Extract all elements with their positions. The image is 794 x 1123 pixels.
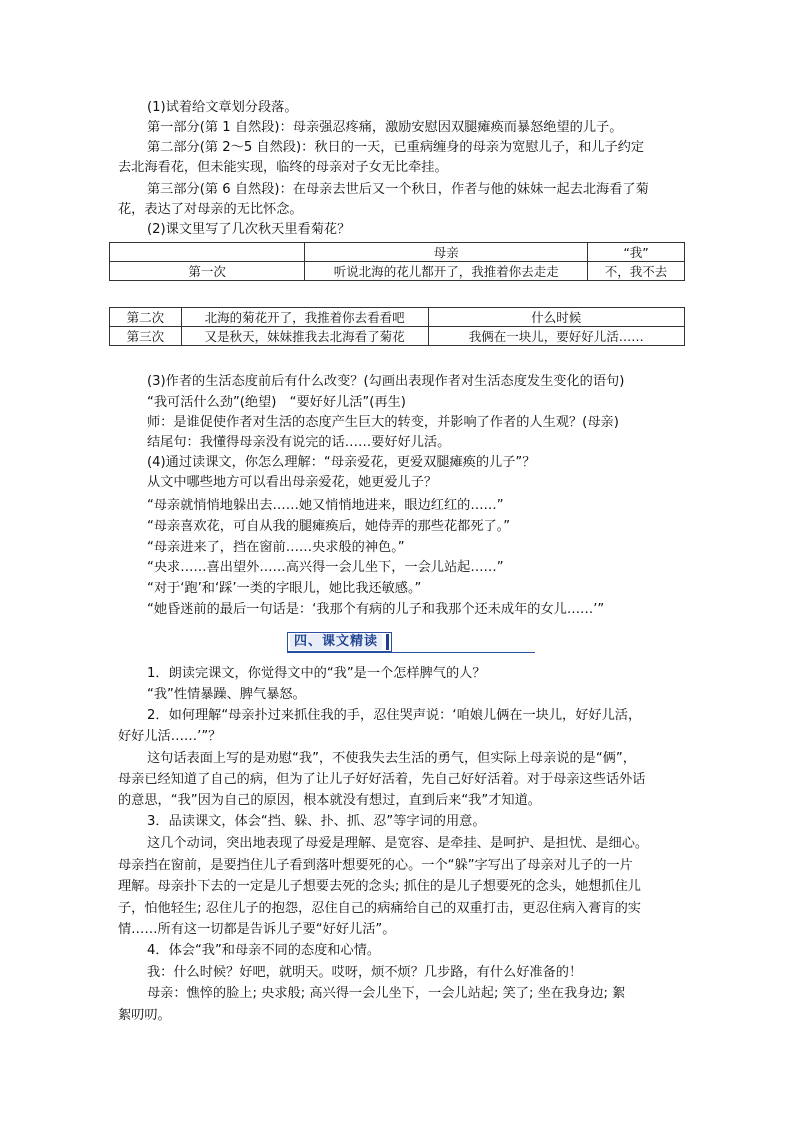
question-item-3: 3．品读课文，体会“挡、躲、扑、抓、忍”等字词的用意。 (147, 814, 486, 829)
table-header: “我” (588, 243, 685, 262)
question-item-4: 4．体会“我”和母亲不同的态度和心情。 (147, 943, 381, 958)
table-cell: 北海的菊花开了，我推着你去看看吧 (181, 308, 428, 327)
paragraph: 第三部分(第 6 自然段)：在母亲去世后又一个秋日，作者与他的妹妹一起去北海看了菊 (147, 182, 649, 197)
paragraph: 去北海看花，但未能实现，临终的母亲对子女无比牵挂。 (118, 160, 448, 175)
heading-bar (386, 634, 389, 650)
heading-underline (287, 652, 535, 653)
answer: 絮叨叨。 (118, 1008, 171, 1023)
answer: 母亲挡在窗前，是要挡住儿子看到落叶想要死的心。一个“躲”字写出了母亲对儿子的一片 (118, 858, 633, 873)
section-heading-text: 四、课文精读 (290, 634, 382, 650)
chrysanthemum-table-1 (109, 242, 685, 281)
question-2: (2)课文里写了几次秋天里看菊花？ (147, 222, 351, 237)
quote: “母亲进来了，挡在窗前……央求般的神色。” (147, 540, 405, 555)
question-item-2: 2．如何理解“母亲扑过来抓住我的手，忍住哭声说：‘咱娘儿俩在一块儿，好好儿活， (147, 708, 642, 723)
answer: 我：什么时候？好吧，就明天。哎呀，烦不烦？几步路，有什么好准备的！ (147, 965, 583, 980)
quote: “央求……喜出望外……高兴得一会儿坐下，一会儿站起……” (147, 560, 504, 575)
table-cell: 听说北海的花儿都开了，我推着你去走走 (305, 262, 588, 281)
answer: 情……所有这一切都是告诉儿子要“好好儿活”。 (118, 922, 396, 937)
answer: 这句话表面上写的是劝慰“我”，不使我失去生活的勇气，但实际上母亲说的是“俩”， (147, 751, 636, 766)
answer: 子，怕他轻生; 忍住儿子的抱怨，忍住自己的病痛给自己的双重打击，更忍住病入膏肓的实 (118, 901, 641, 916)
table-cell: 第二次 (110, 308, 182, 327)
answer: “我”性情暴躁、脾气暴怒。 (147, 687, 306, 702)
answer: 理解。母亲扑下去的一定是儿子想要去死的念头; 抓住的是儿子想要死的念头，她想抓住儿 (118, 879, 641, 894)
quote: “母亲喜欢花，可自从我的腿瘫痪后，她侍弄的那些花都死了。” (147, 519, 511, 534)
answer: 母亲：憔悴的脸上; 央求般; 高兴得一会儿坐下，一会儿站起; 笑了; 坐在我身边; 絮 (147, 986, 626, 1001)
paragraph: 第一部分(第 1 自然段)：母亲强忍疼痛，激励安慰因双腿瘫痪而暴怒绝望的儿子。 (147, 120, 623, 135)
question-item-2-cont: 好好儿活……’”？ (118, 729, 222, 744)
paragraph: 师：是谁促使作者对生活的态度产生巨大的转变，并影响了作者的人生观？(母亲) (147, 415, 619, 430)
table-header: 母亲 (305, 243, 588, 262)
section-heading (287, 632, 392, 652)
chrysanthemum-table-2 (109, 307, 685, 346)
paragraph: 从文中哪些地方可以看出母亲爱花，她更爱儿子？ (147, 475, 438, 490)
table-cell (110, 243, 305, 262)
paragraph: 第二部分(第 2～5 自然段)：秋日的一天，已重病缠身的母亲为宽慰儿子，和儿子约定 (147, 140, 645, 155)
answer: 的意思，“我”因为自己的原因，根本就没有想过，直到后来“我”才知道。 (118, 793, 541, 808)
paragraph: 结尾句：我懂得母亲没有说完的话……要好好儿活。 (147, 435, 451, 450)
question-1: (1)试着给文章划分段落。 (147, 100, 298, 115)
quote: “她昏迷前的最后一句话是：‘我那个有病的儿子和我那个还未成年的女儿……’” (147, 602, 605, 617)
table-cell: 第一次 (110, 262, 305, 281)
answer: 母亲已经知道了自己的病，但为了让儿子好好活着，先自己好好活着。对于母亲这些话外话 (118, 772, 646, 787)
table-cell: 第三次 (110, 327, 182, 346)
question-item-1: 1．朗读完课文，你觉得文中的“我”是一个怎样脾气的人？ (147, 666, 486, 681)
quote: “母亲就悄悄地躲出去……她又悄悄地进来，眼边红红的……” (147, 498, 504, 513)
answer: 这几个动词，突出地表现了母爱是理解、是宽容、是牵挂、是呵护、是担忧、是细心。 (147, 836, 649, 851)
question-4: (4)通过读课文，你怎么理解：“母亲爱花，更爱双腿瘫痪的儿子”？ (147, 455, 536, 470)
table-cell: 我俩在一块儿，要好好儿活…… (428, 327, 684, 346)
quote: “对于‘跑’和‘踩’一类的字眼儿，她比我还敏感。” (147, 581, 422, 596)
question-3: (3)作者的生活态度前后有什么改变？(勾画出表现作者对生活态度发生变化的语句) (147, 374, 625, 389)
table-cell: 不，我不去 (588, 262, 685, 281)
table-cell: 又是秋天，妹妹推我去北海看了菊花 (181, 327, 428, 346)
table-cell: 什么时候 (428, 308, 684, 327)
paragraph: 花，表达了对母亲的无比怀念。 (118, 202, 303, 217)
paragraph: “我可活什么劲”(绝望) “要好好儿活”(再生) (147, 395, 406, 410)
